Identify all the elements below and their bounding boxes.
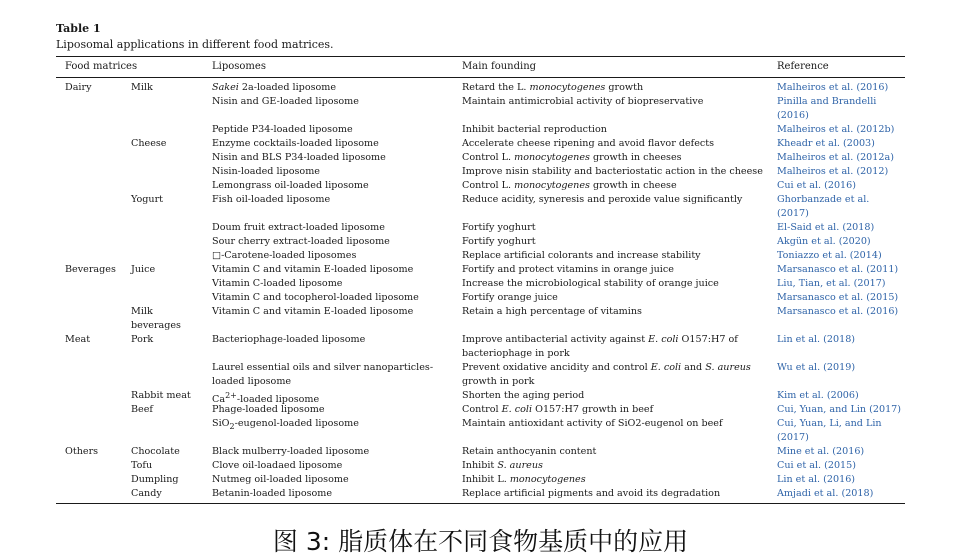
group-label: Beverages: [65, 264, 116, 275]
reference-link[interactable]: Malheiros et al. (2016): [777, 82, 889, 93]
reference-link[interactable]: (2017): [777, 208, 809, 219]
founding-cell: Fortify orange juice: [462, 292, 558, 303]
matrix-label: Cheese: [131, 138, 167, 149]
reference-link[interactable]: Kheadr et al. (2003): [777, 138, 875, 149]
liposome-cell: Vitamin C and vitamin E-loaded liposome: [212, 264, 414, 275]
reference-link[interactable]: El-Said et al. (2018): [777, 222, 875, 233]
liposome-cell: Bacteriophage-loaded liposome: [212, 334, 366, 345]
founding-cell: Control E. coli O157:H7 growth in beef: [462, 404, 654, 415]
founding-cell: Inhibit S. aureus: [462, 460, 543, 471]
group-label: Dairy: [65, 82, 92, 93]
reference-link[interactable]: Malheiros et al. (2012b): [777, 124, 895, 135]
matrix-label: Tofu: [131, 460, 153, 471]
founding-cell: Shorten the aging period: [462, 390, 585, 401]
reference-link[interactable]: Cui, Yuan, and Lin (2017): [777, 404, 902, 415]
founding-cell: Fortify yoghurt: [462, 222, 536, 233]
liposome-cell: Peptide P34-loaded liposome: [212, 124, 353, 135]
table-caption: Liposomal applications in different food matrices.: [56, 38, 334, 51]
reference-link[interactable]: (2016): [777, 110, 809, 121]
group-label: Meat: [65, 334, 91, 345]
header-food-matrices: Food matrices: [65, 61, 138, 72]
reference-link[interactable]: (2017): [777, 432, 809, 443]
liposome-cell: Phage-loaded liposome: [212, 404, 325, 415]
matrix-label: Candy: [131, 488, 162, 499]
founding-cell: Improve antibacterial activity against E. coli O157:H7 of: [462, 334, 738, 345]
bottom-rule: [56, 503, 905, 504]
founding-cell: Improve nisin stability and bacteriostatic action in the cheese: [462, 166, 763, 177]
liposome-cell: Sakei 2a-loaded liposome: [212, 82, 337, 93]
founding-cell: Control L. monocytogenes growth in cheeses: [462, 152, 682, 163]
matrix-label: Milk: [131, 82, 153, 93]
founding-cell: Fortify and protect vitamins in orange juice: [462, 264, 674, 275]
table-label: Table 1: [56, 22, 101, 35]
reference-link[interactable]: Marsanasco et al. (2016): [777, 306, 899, 317]
header-reference: Reference: [777, 61, 829, 72]
liposome-cell: Sour cherry extract-loaded liposome: [212, 236, 390, 247]
reference-link[interactable]: Liu, Tian, et al. (2017): [777, 278, 886, 289]
matrix-label: Rabbit meat: [131, 390, 191, 401]
header-main-founding: Main founding: [462, 61, 537, 72]
liposome-cell: Clove oil-loadaed liposome: [212, 460, 343, 471]
founding-cell: Inhibit L. monocytogenes: [462, 474, 586, 485]
reference-link[interactable]: Cui et al. (2016): [777, 180, 857, 191]
liposome-cell: Nisin and GE-loaded liposome: [212, 96, 359, 107]
founding-cell: Replace artificial colorants and increase stability: [462, 250, 701, 261]
reference-link[interactable]: Wu et al. (2019): [777, 362, 856, 373]
liposome-cell: Vitamin C and vitamin E-loaded liposome: [212, 306, 414, 317]
founding-cell: growth in pork: [462, 376, 535, 387]
reference-link[interactable]: Pinilla and Brandelli: [777, 96, 877, 107]
liposome-cell: Laurel essential oils and silver nanoparticles-: [212, 362, 434, 373]
liposome-cell: Nisin-loaded liposome: [212, 166, 320, 177]
reference-link[interactable]: Kim et al. (2006): [777, 390, 859, 401]
header-liposomes: Liposomes: [212, 61, 266, 72]
liposome-cell: Lemongrass oil-loaded liposome: [212, 180, 369, 191]
group-label: Others: [65, 446, 99, 457]
liposome-cell: Betanin-loaded liposome: [212, 488, 333, 499]
founding-cell: Reduce acidity, syneresis and peroxide value significantly: [462, 194, 743, 205]
liposome-cell: Black mulberry-loaded liposome: [212, 446, 370, 457]
reference-link[interactable]: Mine et al. (2016): [777, 446, 865, 457]
liposome-cell: □-Carotene-loaded liposomes: [212, 250, 357, 261]
liposome-cell: loaded liposome: [212, 376, 292, 387]
liposome-cell: Nisin and BLS P34-loaded liposome: [212, 152, 386, 163]
liposome-cell: Vitamin C-loaded liposome: [212, 278, 343, 289]
reference-link[interactable]: Lin et al. (2018): [777, 334, 856, 345]
reference-link[interactable]: Toniazzo et al. (2014): [777, 250, 882, 261]
reference-link[interactable]: Akgün et al. (2020): [777, 236, 871, 247]
founding-cell: Maintain antimicrobial activity of biopreservative: [462, 96, 704, 107]
matrix-label: Milk: [131, 306, 153, 317]
liposome-cell: Nutmeg oil-loaded liposome: [212, 474, 349, 485]
liposome-cell: SiO$_2$-eugenol-loaded liposome: [212, 418, 359, 431]
liposome-cell: $Ca^{2+}$-loaded liposome: [212, 391, 320, 406]
reference-link[interactable]: Cui et al. (2015): [777, 460, 857, 471]
top-rule: [56, 56, 905, 57]
reference-link[interactable]: Malheiros et al. (2012a): [777, 152, 894, 163]
matrix-label: Dumpling: [131, 474, 179, 485]
matrix-label: Juice: [131, 264, 156, 275]
matrix-label: Chocolate: [131, 446, 180, 457]
founding-cell: Control L. monocytogenes growth in cheese: [462, 180, 677, 191]
reference-link[interactable]: Marsanasco et al. (2011): [777, 264, 899, 275]
figure-caption: 图 3: 脂质体在不同食物基质中的应用: [272, 527, 689, 556]
matrix-label: Yogurt: [131, 194, 164, 205]
header-rule: [56, 77, 905, 78]
founding-cell: Retain anthocyanin content: [462, 446, 597, 457]
matrix-label: beverages: [131, 320, 181, 331]
liposome-cell: Fish oil-loaded liposome: [212, 194, 331, 205]
founding-cell: Increase the microbiological stability of orange juice: [462, 278, 719, 289]
reference-link[interactable]: Cui, Yuan, Li, and Lin: [777, 418, 882, 429]
matrix-label: Beef: [131, 404, 153, 415]
reference-link[interactable]: Ghorbanzade et al.: [777, 194, 870, 205]
founding-cell: Retain a high percentage of vitamins: [462, 306, 642, 317]
founding-cell: bacteriophage in pork: [462, 348, 570, 359]
liposome-cell: Doum fruit extract-loaded liposome: [212, 222, 385, 233]
reference-link[interactable]: Malheiros et al. (2012): [777, 166, 889, 177]
founding-cell: Inhibit bacterial reproduction: [462, 124, 607, 135]
founding-cell: Accelerate cheese ripening and avoid flavor defects: [462, 138, 715, 149]
reference-link[interactable]: Marsanasco et al. (2015): [777, 292, 899, 303]
founding-cell: Prevent oxidative ancidity and control E. coli and S. aureus: [462, 362, 751, 373]
founding-cell: Fortify yoghurt: [462, 236, 536, 247]
matrix-label: Pork: [131, 334, 154, 345]
founding-cell: Retard the L. monocytogenes growth: [462, 82, 644, 93]
liposome-cell: Enzyme cocktails-loaded liposome: [212, 138, 379, 149]
reference-link[interactable]: Lin et al. (2016): [777, 474, 856, 485]
reference-link[interactable]: Amjadi et al. (2018): [777, 488, 874, 499]
founding-cell: Maintain antioxidant activity of SiO2-eugenol on beef: [462, 418, 723, 429]
liposome-cell: Vitamin C and tocopherol-loaded liposome: [212, 292, 419, 303]
founding-cell: Replace artificial pigments and avoid its degradation: [462, 488, 721, 499]
